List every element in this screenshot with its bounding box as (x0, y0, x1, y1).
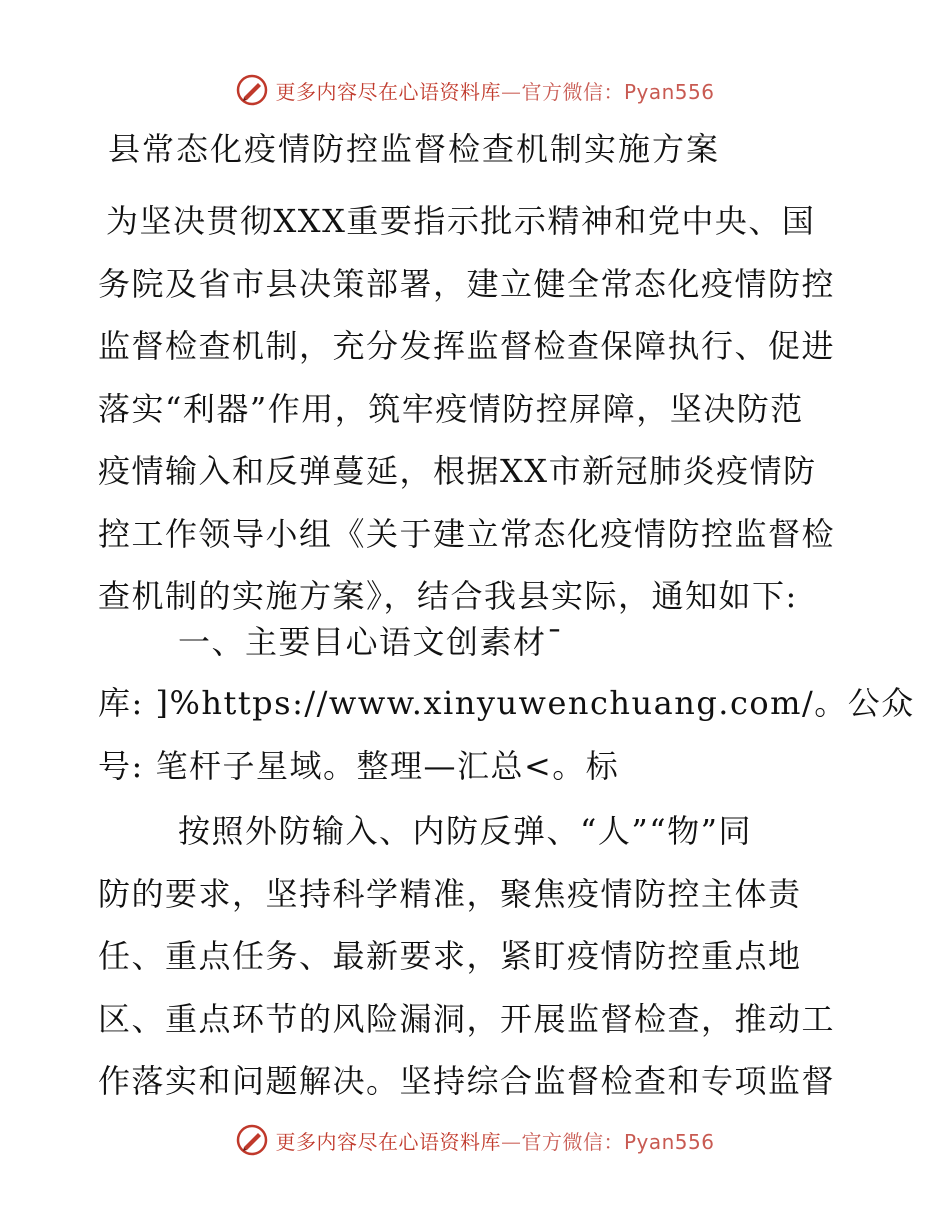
text-line: 落实“利器”作用，筑牢疫情防控屏障，坚决防范 (98, 389, 804, 428)
text-line: 为坚决贯彻XXX重要指示批示精神和党中央、国 (106, 202, 816, 240)
text-line: 号: 笔杆子星域。整理—汇总<。标 (98, 746, 620, 785)
watermark-text: 更多内容尽在心语资料库—官方微信：Pyan556 (275, 79, 715, 104)
watermark-banner-bottom (0, 1120, 950, 1160)
source-paragraph (98, 672, 915, 797)
pen-logo-icon (235, 73, 269, 107)
document-title: 县常态化疫情防控监督检查机制实施方案 (108, 130, 721, 168)
text-line: 控工作领导小组《关于建立常态化疫情防控监督检 (98, 514, 836, 553)
text-line: 务院及省市县决策部署，建立健全常态化疫情防控 (98, 264, 836, 303)
watermark-text: 更多内容尽在心语资料库—官方微信：Pyan556 (275, 1129, 715, 1154)
body-paragraph (98, 800, 858, 1113)
text-line: 查机制的实施方案》，结合我县实际，通知如下: (98, 577, 798, 615)
watermark-banner-top (0, 70, 950, 110)
section-heading: 一、主要目心语文创素材¯ (178, 623, 565, 661)
text-line: 疫情输入和反弹蔓延，根据XX市新冠肺炎疫情防 (98, 452, 817, 490)
text-line: 任、重点任务、最新要求，紧盯疫情防控重点地 (98, 937, 802, 975)
text-line: 作落实和问题解决。坚持综合监督检查和专项监督 (98, 1062, 836, 1100)
text-line: 库: ]%https://www.xinyuwenchuang.com/。公众 (98, 684, 915, 722)
text-line: 按照外防输入、内防反弹、“人”“物”同 (178, 812, 752, 850)
pen-logo-icon (235, 1123, 269, 1157)
text-line: 监督检查机制，充分发挥监督检查保障执行、促进 (98, 327, 836, 365)
text-line: 防的要求，坚持科学精准，聚焦疫情防控主体责 (98, 874, 802, 913)
intro-paragraph (98, 190, 858, 628)
text-line: 区、重点环节的风险漏洞，开展监督检查，推动工 (98, 999, 836, 1038)
